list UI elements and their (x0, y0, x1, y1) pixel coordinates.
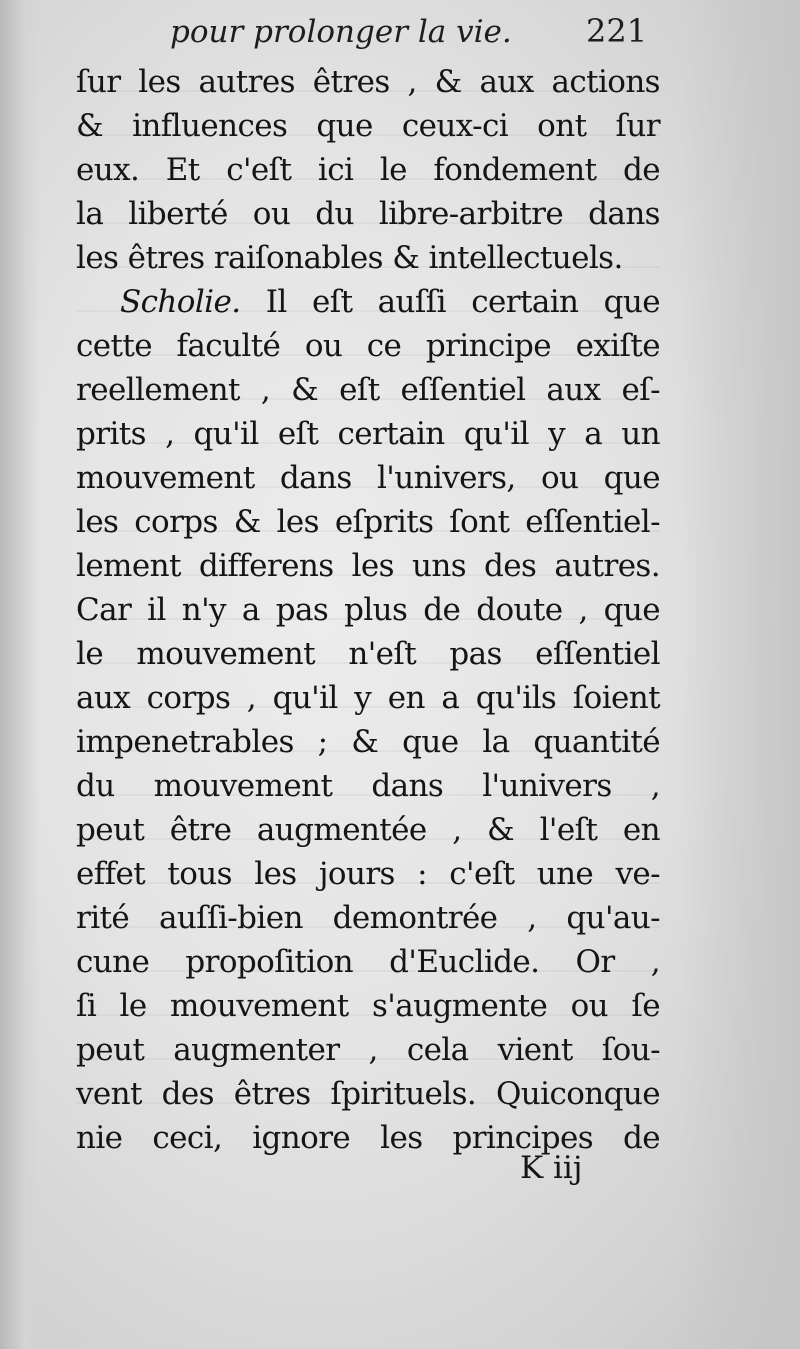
text-line: peut être augmentée , & l'eſt en (76, 812, 660, 848)
running-head: pour prolonger la vie. (170, 14, 512, 50)
binding-shadow (0, 0, 40, 1349)
text-line: la liberté ou du libre-arbitre dans (76, 196, 660, 232)
text-line: ſi le mouvement s'augmente ou ſe (76, 988, 660, 1024)
scholie-first-line-text: Il eſt auſſi certain que (265, 284, 660, 320)
signature-mark: K iij (520, 1150, 583, 1186)
text-line: les êtres raiſonables & intellectuels. (76, 240, 623, 276)
text-line: rité auſſi-bien demontrée , qu'au- (76, 900, 660, 936)
text-line: nie ceci, ignore les principes de (76, 1120, 660, 1156)
text-line: aux corps , qu'il y en a qu'ils ſoient (76, 680, 660, 716)
text-line: le mouvement n'eſt pas eſſentiel (76, 636, 660, 672)
text-line: peut augmenter , cela vient ſou- (76, 1032, 660, 1068)
text-line: reellement , & eſt eſſentiel aux eſ- (76, 372, 660, 408)
text-line: cune propoſition d'Euclide. Or , (76, 944, 660, 980)
text-line: prits , qu'il eſt certain qu'il y a un (76, 416, 660, 452)
text-line: mouvement dans l'univers, ou que (76, 460, 660, 496)
text-line: eux. Et c'eſt ici le fondement de (76, 152, 660, 188)
text-line: ſur les autres êtres , & aux actions (76, 64, 660, 100)
text-line: du mouvement dans l'univers , (76, 768, 660, 804)
text-line: & influences que ceux-ci ont ſur (76, 108, 660, 144)
text-line: vent des êtres ſpirituels. Quiconque (76, 1076, 660, 1112)
text-line: cette faculté ou ce principe exiſte (76, 328, 660, 364)
body-text (76, 60, 660, 1160)
text-line: lement differens les uns des autres. (76, 548, 660, 584)
edge-shadow (680, 0, 800, 1349)
text-line: impenetrables ; & que la quantité (76, 724, 660, 760)
text-line: Car il n'y a pas plus de doute , que (76, 592, 660, 628)
page-number: 221 (586, 12, 648, 50)
text-line: effet tous les jours : c'eſt une ve- (76, 856, 660, 892)
scholie-label: Scholie. (120, 284, 241, 320)
scholie-first-line (76, 280, 660, 324)
text-line: les corps & les eſprits ſont eſſentiel- (76, 504, 660, 540)
